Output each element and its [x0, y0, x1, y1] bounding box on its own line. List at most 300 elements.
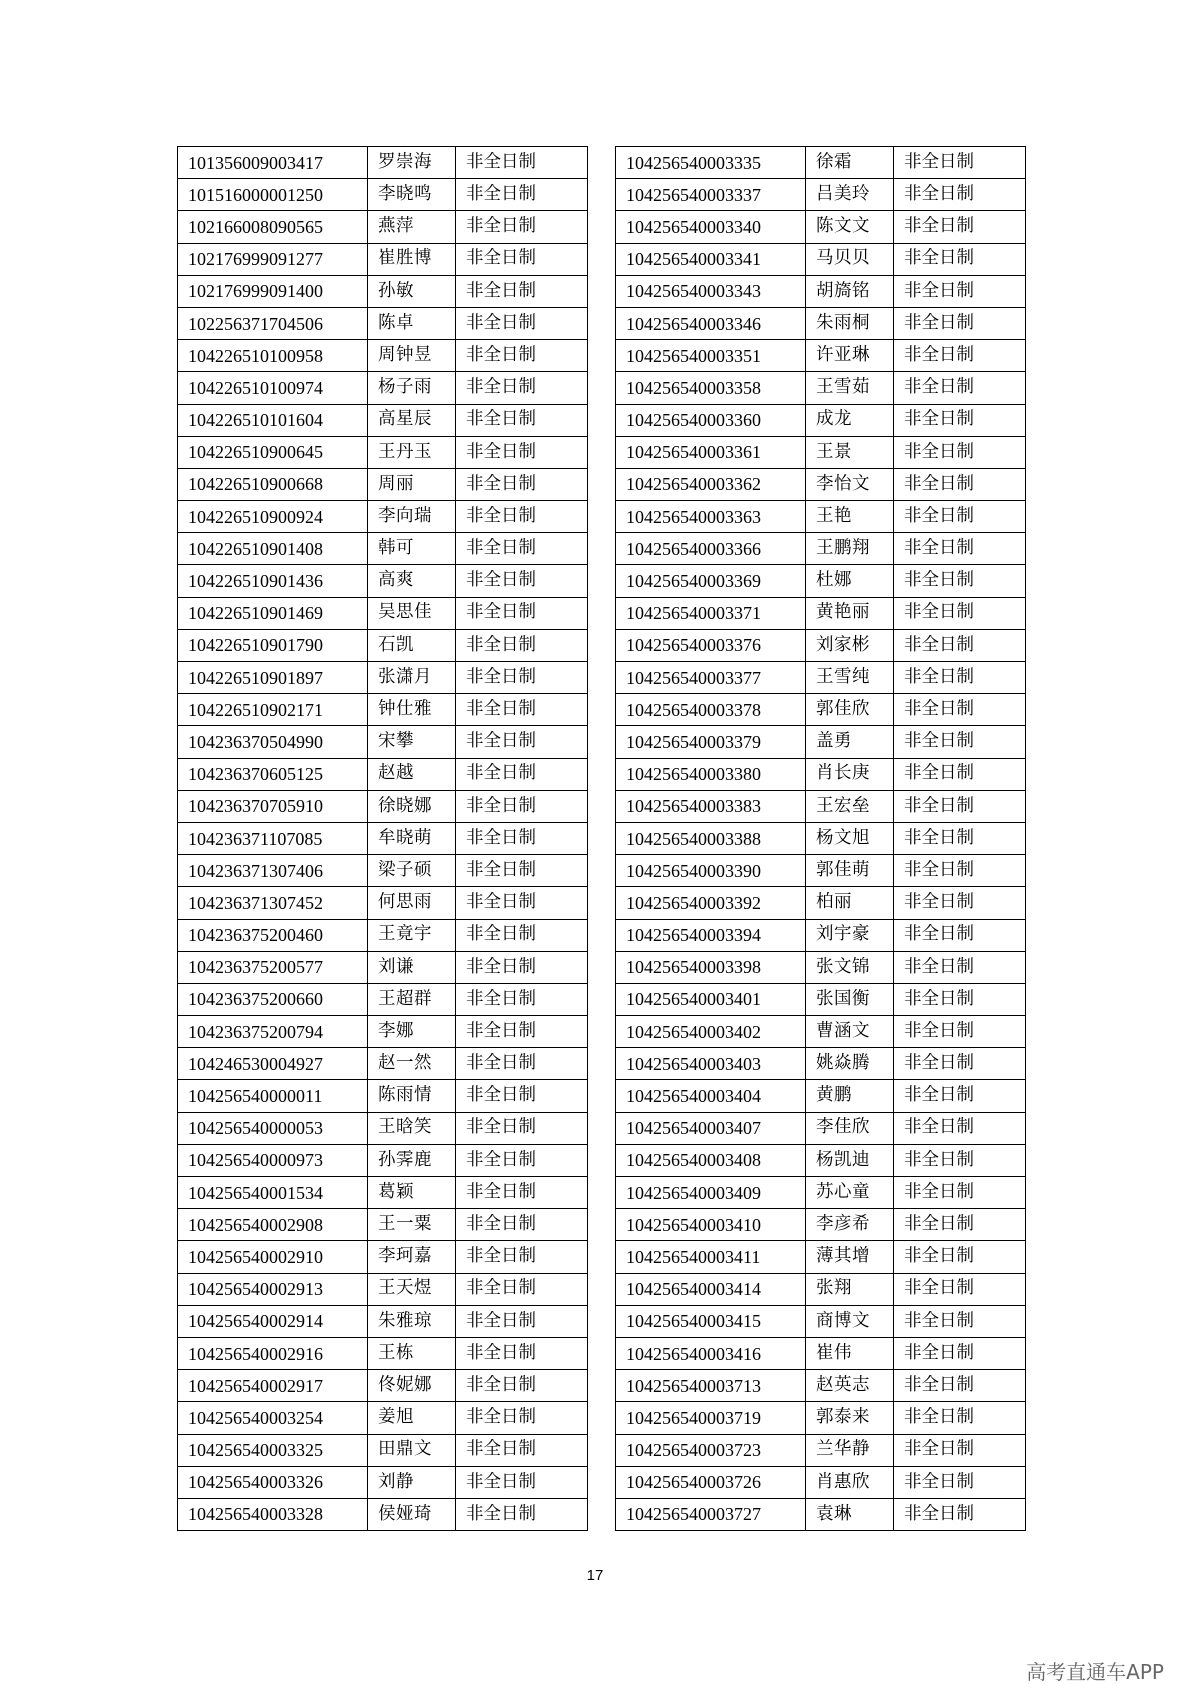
- study-mode-cell: 非全日制: [894, 1177, 1026, 1209]
- student-name-cell: 许亚琳: [806, 340, 894, 372]
- study-mode-cell: 非全日制: [894, 1048, 1026, 1080]
- study-mode-cell: 非全日制: [456, 565, 588, 597]
- student-name-cell: 田鼎文: [368, 1434, 456, 1466]
- student-name-cell: 姚焱腾: [806, 1048, 894, 1080]
- student-id-cell: 104256540003369: [616, 565, 806, 597]
- study-mode-cell: 非全日制: [894, 726, 1026, 758]
- page-number: 17: [586, 1567, 604, 1584]
- study-mode-cell: 非全日制: [894, 372, 1026, 404]
- student-name-cell: 王艳: [806, 501, 894, 533]
- study-mode-cell: 非全日制: [894, 501, 1026, 533]
- student-id-cell: 104256540003402: [616, 1016, 806, 1048]
- student-id-cell: 104236371107085: [178, 822, 368, 854]
- study-mode-cell: 非全日制: [456, 1337, 588, 1369]
- student-name-cell: 侯娅琦: [368, 1498, 456, 1530]
- study-mode-cell: 非全日制: [894, 436, 1026, 468]
- student-id-cell: 104256540003340: [616, 211, 806, 243]
- study-mode-cell: 非全日制: [894, 951, 1026, 983]
- student-id-cell: 104226510101604: [178, 404, 368, 436]
- student-name-cell: 石凯: [368, 629, 456, 661]
- student-name-cell: 王一粟: [368, 1209, 456, 1241]
- student-name-cell: 王栋: [368, 1337, 456, 1369]
- student-name-cell: 王超群: [368, 983, 456, 1015]
- student-id-cell: 104256540003376: [616, 629, 806, 661]
- study-mode-cell: 非全日制: [456, 1305, 588, 1337]
- table-row: [616, 147, 1026, 179]
- table-row: [178, 1241, 588, 1273]
- study-mode-cell: 非全日制: [456, 597, 588, 629]
- student-name-cell: 郭泰来: [806, 1402, 894, 1434]
- student-id-cell: 102176999091277: [178, 243, 368, 275]
- table-row: [178, 662, 588, 694]
- study-mode-cell: 非全日制: [894, 1209, 1026, 1241]
- table-row: [616, 436, 1026, 468]
- student-name-cell: 刘家彬: [806, 629, 894, 661]
- study-mode-cell: 非全日制: [456, 243, 588, 275]
- table-row: [616, 822, 1026, 854]
- student-id-cell: 104256540003407: [616, 1112, 806, 1144]
- student-name-cell: 杜娜: [806, 565, 894, 597]
- student-name-cell: 高星辰: [368, 404, 456, 436]
- student-name-cell: 徐晓娜: [368, 790, 456, 822]
- table-row: [178, 983, 588, 1015]
- study-mode-cell: 非全日制: [894, 919, 1026, 951]
- student-name-cell: 周钟昱: [368, 340, 456, 372]
- study-mode-cell: 非全日制: [894, 1402, 1026, 1434]
- study-mode-cell: 非全日制: [894, 822, 1026, 854]
- study-mode-cell: 非全日制: [894, 147, 1026, 179]
- student-name-cell: 梁子硕: [368, 855, 456, 887]
- student-name-cell: 李晓鸣: [368, 179, 456, 211]
- table-row: [616, 1337, 1026, 1369]
- study-mode-cell: 非全日制: [894, 1080, 1026, 1112]
- study-mode-cell: 非全日制: [456, 179, 588, 211]
- student-id-cell: 104256540003361: [616, 436, 806, 468]
- study-mode-cell: 非全日制: [456, 1370, 588, 1402]
- student-id-cell: 104256540003727: [616, 1498, 806, 1530]
- table-row: [178, 1177, 588, 1209]
- student-name-cell: 孙霁鹿: [368, 1144, 456, 1176]
- table-row: [616, 468, 1026, 500]
- student-id-cell: 104256540003335: [616, 147, 806, 179]
- student-id-cell: 104236370605125: [178, 758, 368, 790]
- study-mode-cell: 非全日制: [456, 372, 588, 404]
- student-id-cell: 104236371307406: [178, 855, 368, 887]
- table-row: [178, 275, 588, 307]
- table-row: [616, 629, 1026, 661]
- study-mode-cell: 非全日制: [894, 468, 1026, 500]
- roster-table-right: [615, 146, 1026, 1531]
- student-name-cell: 王雪茹: [806, 372, 894, 404]
- student-name-cell: 陈卓: [368, 307, 456, 339]
- student-id-cell: 104256540003723: [616, 1434, 806, 1466]
- study-mode-cell: 非全日制: [456, 694, 588, 726]
- student-id-cell: 104256540003351: [616, 340, 806, 372]
- student-id-cell: 104256540003337: [616, 179, 806, 211]
- student-name-cell: 李珂嘉: [368, 1241, 456, 1273]
- study-mode-cell: 非全日制: [456, 1048, 588, 1080]
- study-mode-cell: 非全日制: [456, 404, 588, 436]
- student-name-cell: 韩可: [368, 533, 456, 565]
- study-mode-cell: 非全日制: [456, 468, 588, 500]
- study-mode-cell: 非全日制: [894, 307, 1026, 339]
- student-id-cell: 104226510901436: [178, 565, 368, 597]
- study-mode-cell: 非全日制: [894, 340, 1026, 372]
- student-name-cell: 何思雨: [368, 887, 456, 919]
- table-row: [178, 1402, 588, 1434]
- roster-table-left: [177, 146, 588, 1531]
- student-name-cell: 胡旖铭: [806, 275, 894, 307]
- table-row: [616, 372, 1026, 404]
- student-id-cell: 104256540003346: [616, 307, 806, 339]
- student-name-cell: 吕美玲: [806, 179, 894, 211]
- study-mode-cell: 非全日制: [894, 1144, 1026, 1176]
- student-name-cell: 杨文旭: [806, 822, 894, 854]
- study-mode-cell: 非全日制: [456, 951, 588, 983]
- study-mode-cell: 非全日制: [456, 1144, 588, 1176]
- table-row: [616, 243, 1026, 275]
- student-name-cell: 赵一然: [368, 1048, 456, 1080]
- student-name-cell: 刘宇豪: [806, 919, 894, 951]
- table-row: [178, 1466, 588, 1498]
- student-id-cell: 104256540002916: [178, 1337, 368, 1369]
- table-row: [178, 565, 588, 597]
- student-name-cell: 王鹏翔: [806, 533, 894, 565]
- student-name-cell: 曹涵文: [806, 1016, 894, 1048]
- table-row: [178, 1305, 588, 1337]
- study-mode-cell: 非全日制: [894, 1498, 1026, 1530]
- student-id-cell: 104236375200794: [178, 1016, 368, 1048]
- student-name-cell: 马贝贝: [806, 243, 894, 275]
- table-row: [178, 179, 588, 211]
- study-mode-cell: 非全日制: [894, 179, 1026, 211]
- student-name-cell: 杨子雨: [368, 372, 456, 404]
- student-id-cell: 104246530004927: [178, 1048, 368, 1080]
- student-id-cell: 104256540000973: [178, 1144, 368, 1176]
- student-name-cell: 张翔: [806, 1273, 894, 1305]
- student-id-cell: 104256540002913: [178, 1273, 368, 1305]
- table-row: [178, 1209, 588, 1241]
- study-mode-cell: 非全日制: [894, 629, 1026, 661]
- student-name-cell: 赵越: [368, 758, 456, 790]
- student-id-cell: 104226510901790: [178, 629, 368, 661]
- study-mode-cell: 非全日制: [894, 597, 1026, 629]
- student-id-cell: 104256540003343: [616, 275, 806, 307]
- student-id-cell: 104226510100958: [178, 340, 368, 372]
- student-name-cell: 薄其增: [806, 1241, 894, 1273]
- table-row: [178, 1048, 588, 1080]
- table-row: [616, 1048, 1026, 1080]
- study-mode-cell: 非全日制: [456, 1209, 588, 1241]
- student-name-cell: 孙敏: [368, 275, 456, 307]
- table-row: [616, 694, 1026, 726]
- study-mode-cell: 非全日制: [456, 1112, 588, 1144]
- table-row: [178, 1144, 588, 1176]
- table-row: [616, 1241, 1026, 1273]
- study-mode-cell: 非全日制: [894, 1370, 1026, 1402]
- study-mode-cell: 非全日制: [456, 887, 588, 919]
- student-name-cell: 张文锦: [806, 951, 894, 983]
- student-id-cell: 104256540003363: [616, 501, 806, 533]
- table-row: [616, 855, 1026, 887]
- student-name-cell: 王天煜: [368, 1273, 456, 1305]
- study-mode-cell: 非全日制: [894, 790, 1026, 822]
- study-mode-cell: 非全日制: [894, 1112, 1026, 1144]
- student-id-cell: 104256540003380: [616, 758, 806, 790]
- study-mode-cell: 非全日制: [456, 1434, 588, 1466]
- study-mode-cell: 非全日制: [894, 243, 1026, 275]
- table-row: [178, 436, 588, 468]
- student-id-cell: 104256540003358: [616, 372, 806, 404]
- student-id-cell: 104226510901897: [178, 662, 368, 694]
- table-row: [178, 1112, 588, 1144]
- table-row: [178, 1370, 588, 1402]
- student-id-cell: 104236375200460: [178, 919, 368, 951]
- student-id-cell: 104256540003366: [616, 533, 806, 565]
- study-mode-cell: 非全日制: [456, 1466, 588, 1498]
- table-row: [178, 726, 588, 758]
- student-name-cell: 刘静: [368, 1466, 456, 1498]
- student-name-cell: 李佳欣: [806, 1112, 894, 1144]
- table-row: [616, 983, 1026, 1015]
- table-row: [616, 501, 1026, 533]
- student-name-cell: 燕萍: [368, 211, 456, 243]
- study-mode-cell: 非全日制: [894, 758, 1026, 790]
- student-id-cell: 104256540000053: [178, 1112, 368, 1144]
- study-mode-cell: 非全日制: [894, 887, 1026, 919]
- study-mode-cell: 非全日制: [894, 1466, 1026, 1498]
- student-name-cell: 杨凯迪: [806, 1144, 894, 1176]
- study-mode-cell: 非全日制: [456, 1273, 588, 1305]
- student-name-cell: 柏丽: [806, 887, 894, 919]
- table-row: [178, 1273, 588, 1305]
- student-name-cell: 宋攀: [368, 726, 456, 758]
- table-row: [178, 951, 588, 983]
- table-row: [178, 790, 588, 822]
- table-row: [616, 790, 1026, 822]
- student-name-cell: 牟晓萌: [368, 822, 456, 854]
- table-row: [178, 694, 588, 726]
- student-name-cell: 崔伟: [806, 1337, 894, 1369]
- study-mode-cell: 非全日制: [456, 1498, 588, 1530]
- student-id-cell: 104256540003713: [616, 1370, 806, 1402]
- student-name-cell: 王雪纯: [806, 662, 894, 694]
- table-row: [178, 340, 588, 372]
- student-id-cell: 104256540003341: [616, 243, 806, 275]
- student-name-cell: 徐霜: [806, 147, 894, 179]
- student-id-cell: 104256540003408: [616, 1144, 806, 1176]
- student-name-cell: 肖长庚: [806, 758, 894, 790]
- table-row: [616, 1370, 1026, 1402]
- student-id-cell: 104256540003383: [616, 790, 806, 822]
- table-row: [616, 340, 1026, 372]
- table-row: [616, 1466, 1026, 1498]
- table-row: [616, 758, 1026, 790]
- study-mode-cell: 非全日制: [456, 790, 588, 822]
- student-id-cell: 104226510902171: [178, 694, 368, 726]
- study-mode-cell: 非全日制: [456, 340, 588, 372]
- student-name-cell: 崔胜博: [368, 243, 456, 275]
- study-mode-cell: 非全日制: [894, 211, 1026, 243]
- table-row: [178, 887, 588, 919]
- table-row: [616, 919, 1026, 951]
- student-id-cell: 104256540003362: [616, 468, 806, 500]
- study-mode-cell: 非全日制: [456, 758, 588, 790]
- student-id-cell: 104256540003726: [616, 1466, 806, 1498]
- table-row: [178, 404, 588, 436]
- table-row: [178, 468, 588, 500]
- student-name-cell: 陈雨情: [368, 1080, 456, 1112]
- table-row: [616, 726, 1026, 758]
- student-name-cell: 高爽: [368, 565, 456, 597]
- study-mode-cell: 非全日制: [894, 1337, 1026, 1369]
- student-id-cell: 104256540003409: [616, 1177, 806, 1209]
- table-row: [616, 1498, 1026, 1530]
- table-row: [616, 275, 1026, 307]
- student-name-cell: 李彦希: [806, 1209, 894, 1241]
- student-name-cell: 王丹玉: [368, 436, 456, 468]
- student-name-cell: 张国衡: [806, 983, 894, 1015]
- student-id-cell: 104236375200660: [178, 983, 368, 1015]
- student-name-cell: 成龙: [806, 404, 894, 436]
- table-row: [178, 243, 588, 275]
- study-mode-cell: 非全日制: [456, 307, 588, 339]
- student-name-cell: 兰华静: [806, 1434, 894, 1466]
- student-name-cell: 黄艳丽: [806, 597, 894, 629]
- table-row: [178, 855, 588, 887]
- student-name-cell: 郭佳欣: [806, 694, 894, 726]
- student-name-cell: 李怡文: [806, 468, 894, 500]
- student-name-cell: 苏心童: [806, 1177, 894, 1209]
- study-mode-cell: 非全日制: [894, 404, 1026, 436]
- table-row: [616, 1144, 1026, 1176]
- table-row: [616, 211, 1026, 243]
- study-mode-cell: 非全日制: [894, 275, 1026, 307]
- student-id-cell: 104256540003415: [616, 1305, 806, 1337]
- student-name-cell: 朱雨桐: [806, 307, 894, 339]
- table-row: [178, 501, 588, 533]
- table-row: [616, 887, 1026, 919]
- study-mode-cell: 非全日制: [456, 919, 588, 951]
- student-name-cell: 袁琳: [806, 1498, 894, 1530]
- student-name-cell: 朱雅琼: [368, 1305, 456, 1337]
- table-row: [616, 662, 1026, 694]
- student-id-cell: 104236370705910: [178, 790, 368, 822]
- table-row: [616, 951, 1026, 983]
- student-id-cell: 104256540002914: [178, 1305, 368, 1337]
- student-name-cell: 王晗笑: [368, 1112, 456, 1144]
- study-mode-cell: 非全日制: [456, 147, 588, 179]
- student-name-cell: 王宏垒: [806, 790, 894, 822]
- student-name-cell: 佟妮娜: [368, 1370, 456, 1402]
- student-id-cell: 104256540003371: [616, 597, 806, 629]
- roster-table-right-body: [616, 147, 1026, 1531]
- table-row: [616, 533, 1026, 565]
- study-mode-cell: 非全日制: [456, 662, 588, 694]
- student-id-cell: 104256540001534: [178, 1177, 368, 1209]
- student-id-cell: 104256540000011: [178, 1080, 368, 1112]
- table-row: [178, 307, 588, 339]
- table-row: [616, 1016, 1026, 1048]
- table-row: [616, 597, 1026, 629]
- student-id-cell: 101356009003417: [178, 147, 368, 179]
- table-row: [178, 372, 588, 404]
- student-id-cell: 104256540003404: [616, 1080, 806, 1112]
- student-id-cell: 104256540003416: [616, 1337, 806, 1369]
- student-name-cell: 王景: [806, 436, 894, 468]
- student-id-cell: 104226510100974: [178, 372, 368, 404]
- student-name-cell: 郭佳萌: [806, 855, 894, 887]
- student-id-cell: 104226510901408: [178, 533, 368, 565]
- student-id-cell: 104256540003394: [616, 919, 806, 951]
- student-id-cell: 102256371704506: [178, 307, 368, 339]
- table-row: [178, 919, 588, 951]
- student-id-cell: 104226510900668: [178, 468, 368, 500]
- study-mode-cell: 非全日制: [894, 855, 1026, 887]
- table-row: [178, 533, 588, 565]
- study-mode-cell: 非全日制: [894, 1273, 1026, 1305]
- student-name-cell: 罗崇海: [368, 147, 456, 179]
- student-id-cell: 104256540003401: [616, 983, 806, 1015]
- study-mode-cell: 非全日制: [894, 1434, 1026, 1466]
- student-id-cell: 104256540003403: [616, 1048, 806, 1080]
- table-row: [178, 1337, 588, 1369]
- student-id-cell: 104256540003410: [616, 1209, 806, 1241]
- study-mode-cell: 非全日制: [456, 275, 588, 307]
- table-row: [178, 1080, 588, 1112]
- student-name-cell: 刘谦: [368, 951, 456, 983]
- student-id-cell: 104236370504990: [178, 726, 368, 758]
- study-mode-cell: 非全日制: [456, 436, 588, 468]
- student-name-cell: 王竟宇: [368, 919, 456, 951]
- student-id-cell: 102166008090565: [178, 211, 368, 243]
- student-name-cell: 陈文文: [806, 211, 894, 243]
- student-name-cell: 张潇月: [368, 662, 456, 694]
- student-id-cell: 104256540003360: [616, 404, 806, 436]
- student-id-cell: 104226510900645: [178, 436, 368, 468]
- student-id-cell: 104256540003254: [178, 1402, 368, 1434]
- student-id-cell: 104226510900924: [178, 501, 368, 533]
- student-id-cell: 104256540003379: [616, 726, 806, 758]
- study-mode-cell: 非全日制: [456, 533, 588, 565]
- student-name-cell: 李娜: [368, 1016, 456, 1048]
- table-row: [178, 1016, 588, 1048]
- student-id-cell: 102176999091400: [178, 275, 368, 307]
- study-mode-cell: 非全日制: [894, 565, 1026, 597]
- student-name-cell: 黄鹏: [806, 1080, 894, 1112]
- student-id-cell: 104236375200577: [178, 951, 368, 983]
- student-id-cell: 104236371307452: [178, 887, 368, 919]
- study-mode-cell: 非全日制: [456, 1402, 588, 1434]
- table-row: [178, 211, 588, 243]
- study-mode-cell: 非全日制: [894, 662, 1026, 694]
- student-id-cell: 104256540003398: [616, 951, 806, 983]
- student-id-cell: 104226510901469: [178, 597, 368, 629]
- table-row: [616, 1402, 1026, 1434]
- table-row: [178, 758, 588, 790]
- student-id-cell: 104256540003390: [616, 855, 806, 887]
- student-id-cell: 104256540003392: [616, 887, 806, 919]
- student-id-cell: 104256540003328: [178, 1498, 368, 1530]
- study-mode-cell: 非全日制: [894, 983, 1026, 1015]
- table-row: [616, 1177, 1026, 1209]
- table-row: [178, 629, 588, 661]
- study-mode-cell: 非全日制: [456, 983, 588, 1015]
- student-name-cell: 葛颖: [368, 1177, 456, 1209]
- study-mode-cell: 非全日制: [894, 533, 1026, 565]
- roster-table-left-body: [178, 147, 588, 1531]
- student-id-cell: 104256540003411: [616, 1241, 806, 1273]
